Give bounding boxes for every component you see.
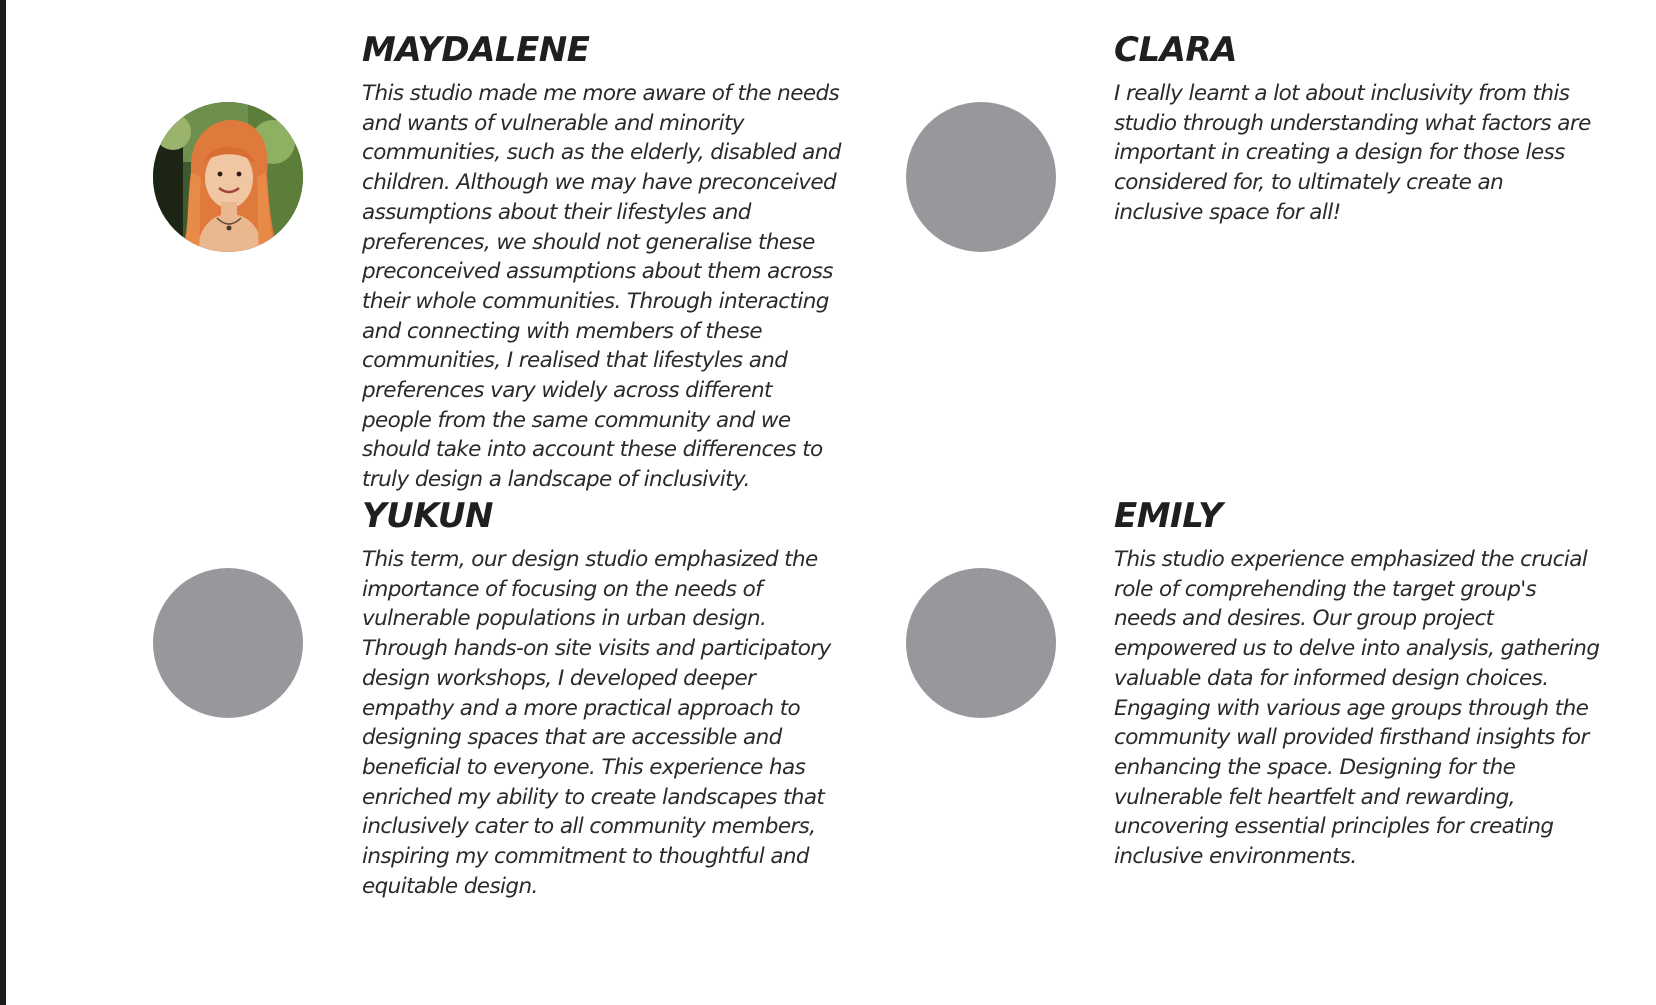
quote-line: valuable data for informed design choices. bbox=[1114, 665, 1549, 691]
quote-line: preferences vary widely across different bbox=[362, 378, 772, 404]
quote-line: community wall provided firsthand insights for bbox=[1114, 725, 1589, 751]
quote-line: preconceived assumptions about them across bbox=[362, 259, 833, 285]
avatar-placeholder bbox=[906, 102, 1056, 252]
quote-line: empowered us to delve into analysis, gathering bbox=[1114, 636, 1600, 662]
testimonial-quote bbox=[362, 79, 862, 495]
quote-line: uncovering essential principles for creating bbox=[1114, 814, 1554, 840]
quote-line: Engaging with various age groups through the bbox=[1114, 695, 1589, 721]
quote-line: inclusive space for all! bbox=[1114, 199, 1341, 225]
quote-line: designing spaces that are accessible and bbox=[362, 725, 782, 751]
quote-line: important in creating a design for those less bbox=[1114, 140, 1565, 166]
quote-line: design workshops, I developed deeper bbox=[362, 665, 756, 691]
testimonial-quote bbox=[1114, 79, 1614, 228]
quote-line: children. Although we may have preconceived bbox=[362, 170, 837, 196]
quote-line: communities, I realised that lifestyles and bbox=[362, 348, 788, 374]
testimonial-quote bbox=[362, 545, 862, 901]
quote-line: needs and desires. Our group project bbox=[1114, 606, 1494, 632]
quote-line: I really learnt a lot about inclusivity from this bbox=[1114, 81, 1570, 106]
quote-line: preferences, we should not generalise these bbox=[362, 229, 815, 255]
testimonial-name: EMILY bbox=[1114, 496, 1223, 536]
quote-line: empathy and a more practical approach to bbox=[362, 695, 801, 721]
quote-line: and connecting with members of these bbox=[362, 318, 763, 344]
quote-line: inclusive environments. bbox=[1114, 844, 1357, 870]
quote-line: enriched my ability to create landscapes that bbox=[362, 784, 825, 810]
quote-line: assumptions about their lifestyles and bbox=[362, 199, 751, 225]
quote-line: This studio experience emphasized the crucial bbox=[1114, 547, 1588, 572]
quote-line: studio through understanding what factors are bbox=[1114, 110, 1591, 136]
left-edge-bar bbox=[0, 0, 6, 1005]
quote-line: inclusively cater to all community members, bbox=[362, 814, 816, 840]
quote-line: truly design a landscape of inclusivity. bbox=[362, 467, 750, 493]
quote-line: role of comprehending the target group's bbox=[1114, 576, 1537, 602]
portrait-image bbox=[153, 102, 303, 252]
quote-line: Through hands-on site visits and participatory bbox=[362, 636, 831, 662]
avatar-photo bbox=[153, 102, 303, 252]
testimonial-quote bbox=[1114, 545, 1614, 872]
quote-line: communities, such as the elderly, disabled and bbox=[362, 140, 841, 166]
quote-line: importance of focusing on the needs of bbox=[362, 576, 763, 602]
avatar-placeholder bbox=[153, 568, 303, 718]
quote-line: and wants of vulnerable and minority bbox=[362, 110, 744, 136]
quote-line: enhancing the space. Designing for the bbox=[1114, 754, 1516, 780]
quote-line: considered for, to ultimately create an bbox=[1114, 170, 1504, 196]
quote-line: their whole communities. Through interacting bbox=[362, 288, 829, 314]
quote-line: beneficial to everyone. This experience has bbox=[362, 754, 806, 780]
quote-line: people from the same community and we bbox=[362, 407, 791, 433]
testimonial-name: CLARA bbox=[1114, 30, 1237, 70]
avatar-placeholder bbox=[906, 568, 1056, 718]
quote-line: vulnerable populations in urban design. bbox=[362, 606, 767, 632]
quote-line: This studio made me more aware of the needs bbox=[362, 81, 840, 106]
quote-line: inspiring my commitment to thoughtful and bbox=[362, 844, 809, 870]
quote-line: equitable design. bbox=[362, 873, 538, 899]
quote-line: should take into account these differences to bbox=[362, 437, 823, 463]
testimonial-name: YUKUN bbox=[362, 496, 493, 536]
quote-line: vulnerable felt heartfelt and rewarding, bbox=[1114, 784, 1515, 810]
testimonial-name: MAYDALENE bbox=[362, 30, 590, 70]
quote-line: This term, our design studio emphasized the bbox=[362, 547, 818, 572]
